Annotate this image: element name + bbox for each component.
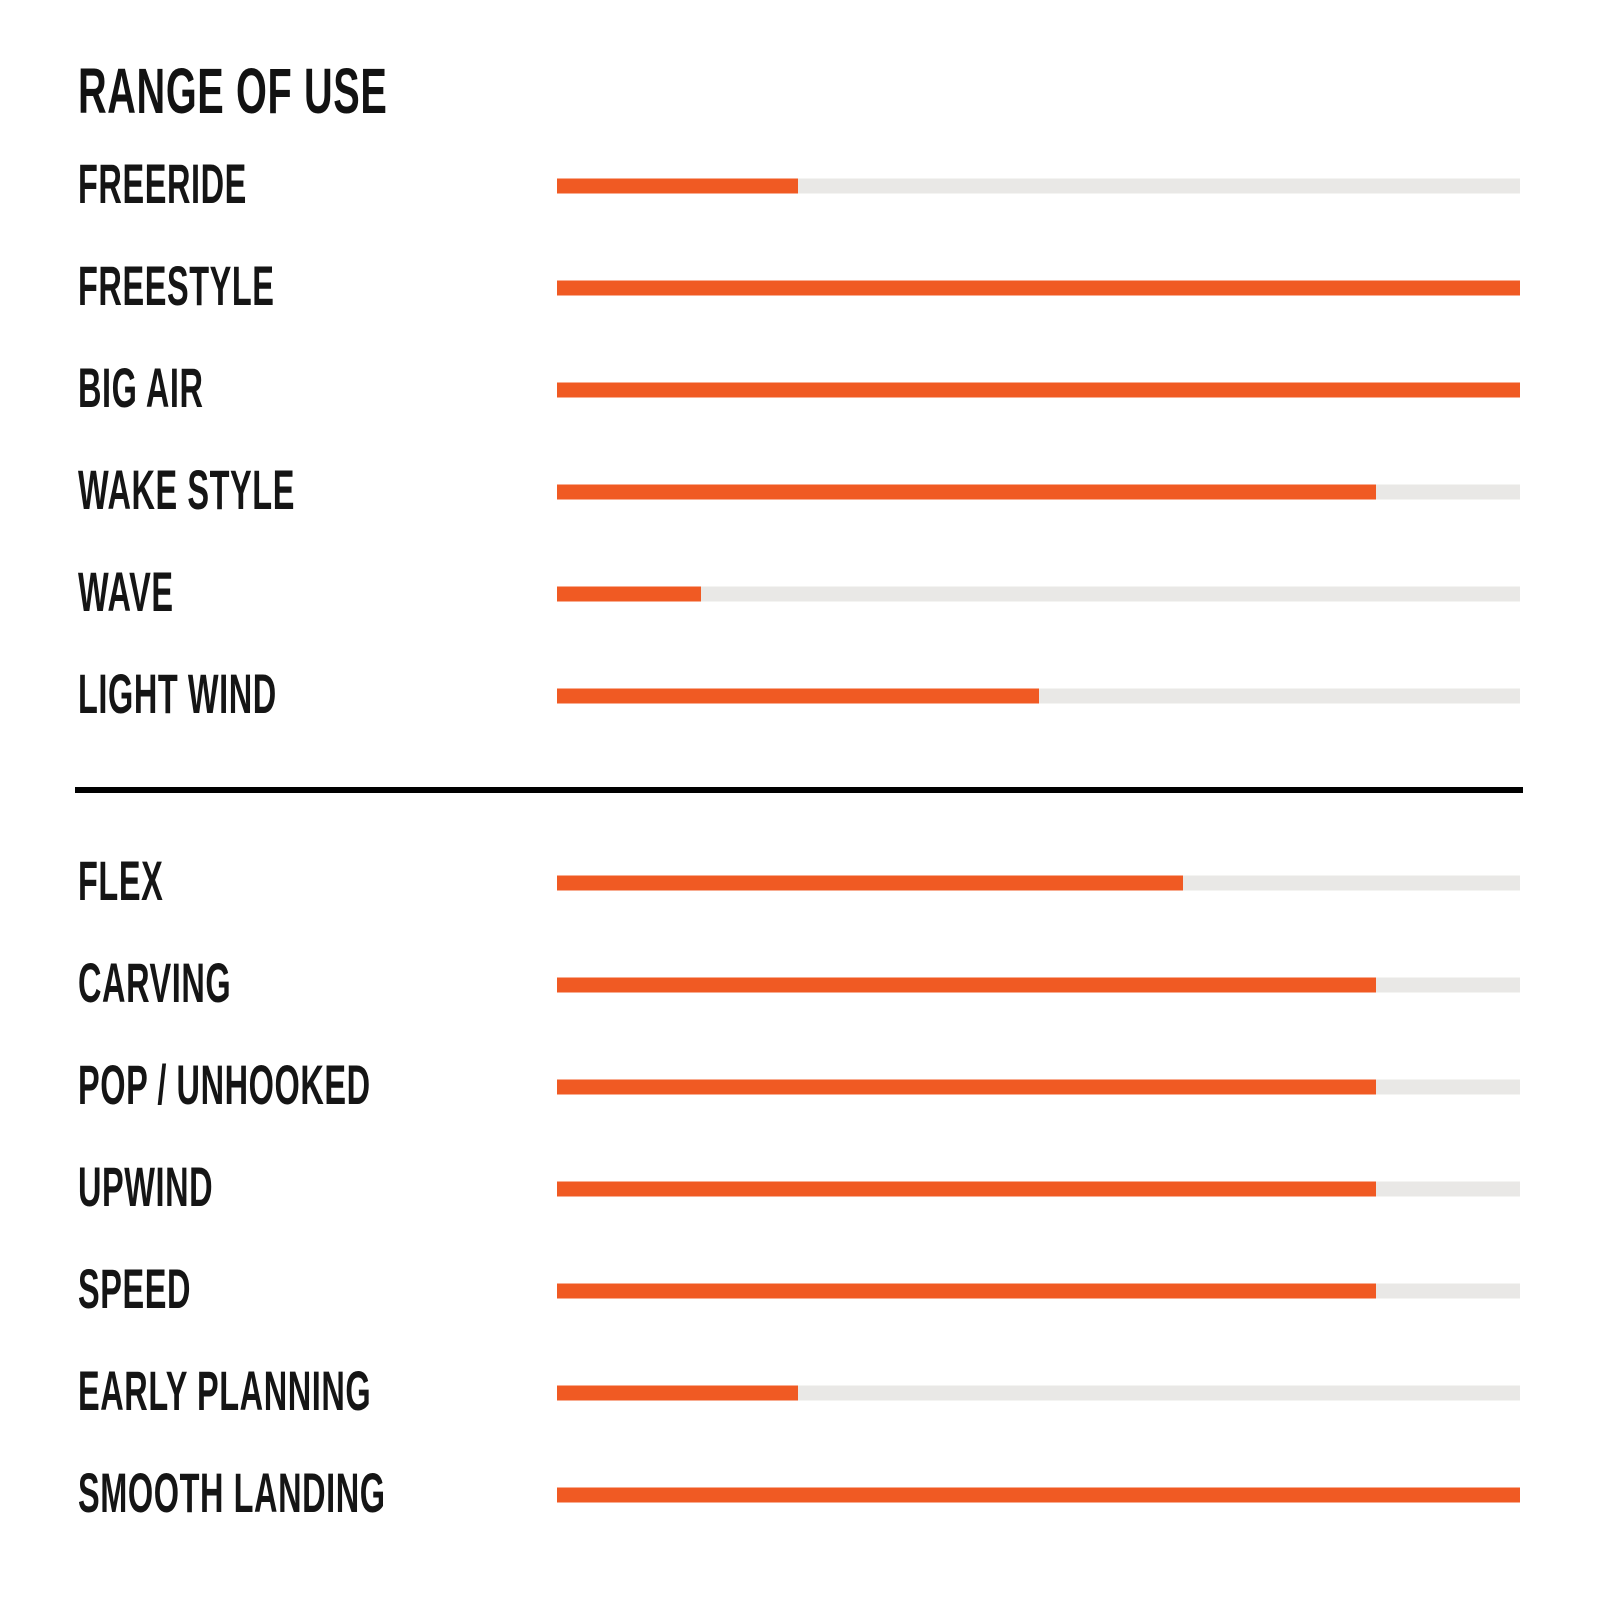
bar-track: [557, 485, 1520, 500]
row-label: SPEED: [78, 1256, 192, 1320]
bar-track: [557, 587, 1520, 602]
chart-row: [0, 1256, 1600, 1321]
bar-fill: [557, 1182, 1376, 1197]
chart-row: [0, 1052, 1600, 1117]
bar-fill: [557, 485, 1376, 500]
row-label: WAKE STYLE: [78, 457, 295, 521]
row-label: FREERIDE: [78, 151, 247, 215]
row-label: BIG AIR: [78, 355, 204, 419]
row-label: EARLY PLANNING: [78, 1358, 372, 1422]
bar-track: [557, 383, 1520, 398]
chart-row: [0, 355, 1600, 420]
chart-row: [0, 253, 1600, 318]
bar-track: [557, 179, 1520, 194]
bar-fill: [557, 179, 798, 194]
chart-row: [0, 1154, 1600, 1219]
chart-row: [0, 661, 1600, 726]
bar-fill: [557, 383, 1520, 398]
row-label: FLEX: [78, 848, 164, 912]
bar-fill: [557, 587, 701, 602]
chart-row: [0, 1358, 1600, 1423]
row-label: POP / UNHOOKED: [78, 1052, 371, 1116]
chart-row: [0, 848, 1600, 913]
bar-fill: [557, 1284, 1376, 1299]
chart-title: RANGE OF USE: [78, 55, 388, 127]
section-divider: [75, 787, 1523, 793]
row-label: WAVE: [78, 559, 174, 623]
chart-row: [0, 151, 1600, 216]
bar-track: [557, 281, 1520, 296]
bar-fill: [557, 1488, 1520, 1503]
bar-track: [557, 689, 1520, 704]
bar-fill: [557, 281, 1520, 296]
bar-fill: [557, 978, 1376, 993]
bar-fill: [557, 1386, 798, 1401]
chart-row: [0, 559, 1600, 624]
chart-row: [0, 1460, 1600, 1525]
bar-track: [557, 1488, 1520, 1503]
bar-track: [557, 1182, 1520, 1197]
bar-fill: [557, 1080, 1376, 1095]
row-label: UPWIND: [78, 1154, 214, 1218]
bar-track: [557, 876, 1520, 891]
row-label: SMOOTH LANDING: [78, 1460, 386, 1524]
row-label: CARVING: [78, 950, 232, 1014]
chart-row: [0, 457, 1600, 522]
bar-track: [557, 978, 1520, 993]
row-label: FREESTYLE: [78, 253, 275, 317]
row-label: LIGHT WIND: [78, 661, 277, 725]
chart-row: [0, 950, 1600, 1015]
bar-track: [557, 1080, 1520, 1095]
bar-track: [557, 1284, 1520, 1299]
bar-fill: [557, 876, 1183, 891]
bar-track: [557, 1386, 1520, 1401]
bar-fill: [557, 689, 1039, 704]
